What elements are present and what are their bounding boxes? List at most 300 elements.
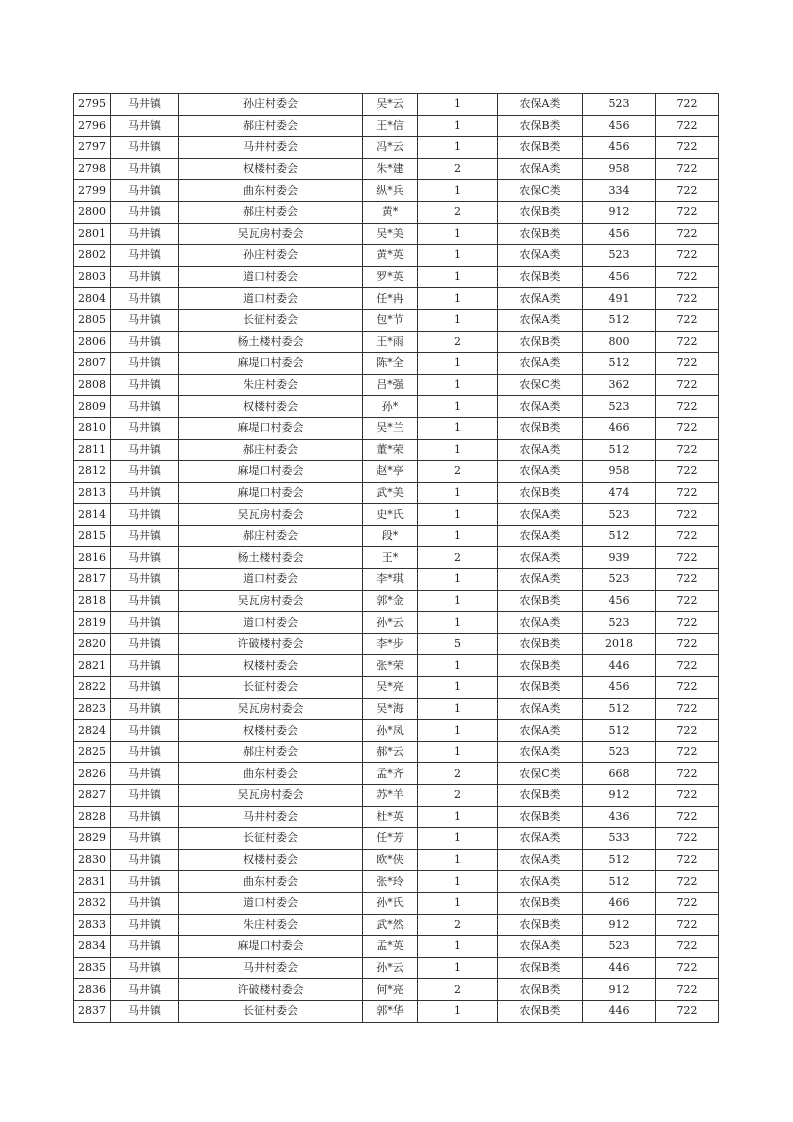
cell-category: 农保A类 [498,439,583,461]
table-row [74,741,719,763]
cell-village-committee: 权楼村委会 [179,158,363,180]
cell-count: 1 [418,288,498,310]
cell-category: 农保A类 [498,720,583,742]
cell-standard: 722 [656,871,719,893]
cell-standard: 722 [656,785,719,807]
cell-name: 吕*强 [363,374,418,396]
cell-standard: 722 [656,374,719,396]
table-row [74,698,719,720]
cell-standard: 722 [656,417,719,439]
cell-category: 农保A类 [498,158,583,180]
cell-name: 段* [363,525,418,547]
data-table [73,93,719,1023]
cell-amount: 523 [583,936,656,958]
cell-village-committee: 吴瓦房村委会 [179,698,363,720]
cell-name: 孙*云 [363,957,418,979]
cell-town: 马井镇 [111,115,179,137]
cell-category: 农保A类 [498,396,583,418]
cell-amount: 446 [583,957,656,979]
cell-village-committee: 麻堤口村委会 [179,936,363,958]
cell-amount: 456 [583,677,656,699]
table-row [74,849,719,871]
cell-category: 农保A类 [498,525,583,547]
cell-name: 包*节 [363,309,418,331]
cell-name: 史*氏 [363,504,418,526]
cell-name: 赵*亭 [363,461,418,483]
cell-count: 1 [418,677,498,699]
cell-category: 农保B类 [498,201,583,223]
cell-town: 马井镇 [111,482,179,504]
cell-town: 马井镇 [111,288,179,310]
table-row [74,785,719,807]
table-row [74,439,719,461]
cell-count: 2 [418,763,498,785]
cell-amount: 456 [583,223,656,245]
cell-amount: 512 [583,525,656,547]
cell-serial-number: 2819 [74,612,111,634]
cell-standard: 722 [656,201,719,223]
table-row [74,677,719,699]
cell-category: 农保A类 [498,461,583,483]
cell-count: 2 [418,785,498,807]
cell-town: 马井镇 [111,936,179,958]
cell-village-committee: 道口村委会 [179,288,363,310]
cell-town: 马井镇 [111,698,179,720]
cell-amount: 512 [583,849,656,871]
cell-name: 朱*建 [363,158,418,180]
table-row [74,1000,719,1022]
cell-serial-number: 2809 [74,396,111,418]
cell-name: 武*美 [363,482,418,504]
cell-village-committee: 麻堤口村委会 [179,461,363,483]
cell-count: 1 [418,525,498,547]
cell-town: 马井镇 [111,223,179,245]
cell-count: 1 [418,936,498,958]
cell-name: 孙*云 [363,612,418,634]
table-row [74,288,719,310]
cell-serial-number: 2817 [74,569,111,591]
cell-village-committee: 杨土楼村委会 [179,547,363,569]
cell-town: 马井镇 [111,892,179,914]
cell-town: 马井镇 [111,94,179,116]
cell-category: 农保B类 [498,914,583,936]
table-row [74,655,719,677]
cell-village-committee: 吴瓦房村委会 [179,223,363,245]
cell-amount: 474 [583,482,656,504]
cell-category: 农保B类 [498,137,583,159]
cell-serial-number: 2827 [74,785,111,807]
cell-village-committee: 长征村委会 [179,828,363,850]
cell-category: 农保B类 [498,892,583,914]
cell-category: 农保B类 [498,417,583,439]
cell-serial-number: 2837 [74,1000,111,1022]
cell-amount: 456 [583,137,656,159]
cell-town: 马井镇 [111,849,179,871]
cell-town: 马井镇 [111,201,179,223]
table-row [74,828,719,850]
cell-standard: 722 [656,914,719,936]
cell-category: 农保B类 [498,590,583,612]
cell-amount: 512 [583,720,656,742]
cell-category: 农保B类 [498,785,583,807]
table-row [74,979,719,1001]
cell-name: 吴*海 [363,698,418,720]
cell-category: 农保A类 [498,936,583,958]
cell-standard: 722 [656,525,719,547]
table-row [74,936,719,958]
cell-name: 吴*美 [363,223,418,245]
cell-standard: 722 [656,94,719,116]
cell-amount: 512 [583,439,656,461]
cell-count: 5 [418,633,498,655]
cell-amount: 512 [583,698,656,720]
cell-standard: 722 [656,936,719,958]
cell-village-committee: 道口村委会 [179,612,363,634]
table-body [74,94,719,1023]
cell-name: 吴*兰 [363,417,418,439]
cell-standard: 722 [656,115,719,137]
cell-amount: 456 [583,115,656,137]
cell-village-committee: 长征村委会 [179,1000,363,1022]
cell-amount: 334 [583,180,656,202]
cell-town: 马井镇 [111,957,179,979]
table-row [74,892,719,914]
cell-category: 农保B类 [498,331,583,353]
cell-name: 杜*英 [363,806,418,828]
cell-standard: 722 [656,353,719,375]
cell-amount: 533 [583,828,656,850]
cell-standard: 722 [656,158,719,180]
table-row [74,547,719,569]
cell-category: 农保A类 [498,547,583,569]
cell-count: 1 [418,439,498,461]
cell-amount: 446 [583,1000,656,1022]
cell-name: 任*冉 [363,288,418,310]
cell-name: 纵*兵 [363,180,418,202]
cell-category: 农保B类 [498,1000,583,1022]
cell-standard: 722 [656,245,719,267]
cell-name: 王* [363,547,418,569]
cell-standard: 722 [656,741,719,763]
cell-standard: 722 [656,633,719,655]
cell-standard: 722 [656,677,719,699]
cell-village-committee: 麻堤口村委会 [179,482,363,504]
cell-village-committee: 郝庄村委会 [179,115,363,137]
cell-count: 2 [418,158,498,180]
cell-standard: 722 [656,504,719,526]
cell-serial-number: 2829 [74,828,111,850]
table-row [74,569,719,591]
table-row [74,94,719,116]
cell-serial-number: 2821 [74,655,111,677]
cell-standard: 722 [656,569,719,591]
cell-count: 1 [418,137,498,159]
cell-village-committee: 曲东村委会 [179,871,363,893]
cell-amount: 512 [583,353,656,375]
cell-town: 马井镇 [111,806,179,828]
cell-town: 马井镇 [111,871,179,893]
cell-town: 马井镇 [111,633,179,655]
cell-count: 1 [418,612,498,634]
cell-count: 1 [418,223,498,245]
cell-serial-number: 2811 [74,439,111,461]
cell-serial-number: 2804 [74,288,111,310]
cell-serial-number: 2822 [74,677,111,699]
cell-serial-number: 2820 [74,633,111,655]
cell-name: 李*步 [363,633,418,655]
cell-name: 吴*云 [363,94,418,116]
cell-standard: 722 [656,612,719,634]
cell-town: 马井镇 [111,785,179,807]
cell-town: 马井镇 [111,245,179,267]
cell-count: 1 [418,741,498,763]
cell-town: 马井镇 [111,137,179,159]
cell-name: 郭*华 [363,1000,418,1022]
cell-count: 1 [418,806,498,828]
cell-category: 农保C类 [498,763,583,785]
cell-serial-number: 2825 [74,741,111,763]
cell-name: 何*亮 [363,979,418,1001]
cell-category: 农保B类 [498,115,583,137]
cell-category: 农保B类 [498,677,583,699]
cell-count: 1 [418,828,498,850]
table-row [74,461,719,483]
table-row [74,180,719,202]
table-row [74,266,719,288]
cell-village-committee: 吴瓦房村委会 [179,785,363,807]
cell-count: 1 [418,180,498,202]
cell-name: 冯*云 [363,137,418,159]
cell-village-committee: 长征村委会 [179,309,363,331]
cell-category: 农保A类 [498,353,583,375]
cell-category: 农保A类 [498,612,583,634]
cell-standard: 722 [656,849,719,871]
cell-standard: 722 [656,461,719,483]
cell-count: 1 [418,417,498,439]
cell-count: 1 [418,892,498,914]
cell-name: 王*信 [363,115,418,137]
table-row [74,763,719,785]
cell-serial-number: 2798 [74,158,111,180]
cell-standard: 722 [656,223,719,245]
cell-category: 农保B类 [498,266,583,288]
cell-amount: 523 [583,94,656,116]
cell-count: 1 [418,655,498,677]
table-row [74,417,719,439]
cell-standard: 722 [656,439,719,461]
cell-category: 农保A类 [498,741,583,763]
table-row [74,871,719,893]
cell-serial-number: 2795 [74,94,111,116]
cell-amount: 939 [583,547,656,569]
cell-town: 马井镇 [111,461,179,483]
table-row [74,590,719,612]
cell-village-committee: 郝庄村委会 [179,439,363,461]
cell-name: 董*荣 [363,439,418,461]
table-row [74,245,719,267]
cell-village-committee: 郝庄村委会 [179,525,363,547]
cell-name: 郭*金 [363,590,418,612]
cell-standard: 722 [656,547,719,569]
cell-standard: 722 [656,892,719,914]
cell-village-committee: 权楼村委会 [179,655,363,677]
cell-town: 马井镇 [111,720,179,742]
cell-town: 马井镇 [111,525,179,547]
cell-count: 1 [418,871,498,893]
cell-standard: 722 [656,698,719,720]
cell-serial-number: 2806 [74,331,111,353]
table-row [74,331,719,353]
cell-standard: 722 [656,137,719,159]
cell-name: 武*然 [363,914,418,936]
cell-category: 农保C类 [498,374,583,396]
cell-standard: 722 [656,720,719,742]
cell-name: 孟*齐 [363,763,418,785]
cell-category: 农保A类 [498,504,583,526]
table-row [74,612,719,634]
cell-village-committee: 朱庄村委会 [179,914,363,936]
cell-village-committee: 许破楼村委会 [179,633,363,655]
cell-village-committee: 郝庄村委会 [179,741,363,763]
cell-town: 马井镇 [111,979,179,1001]
cell-village-committee: 权楼村委会 [179,396,363,418]
cell-amount: 912 [583,201,656,223]
cell-town: 马井镇 [111,374,179,396]
cell-serial-number: 2832 [74,892,111,914]
cell-village-committee: 长征村委会 [179,677,363,699]
cell-count: 1 [418,590,498,612]
cell-standard: 722 [656,763,719,785]
cell-village-committee: 权楼村委会 [179,849,363,871]
cell-name: 陈*全 [363,353,418,375]
table-row [74,482,719,504]
cell-name: 罗*英 [363,266,418,288]
cell-amount: 958 [583,158,656,180]
table-row [74,137,719,159]
cell-category: 农保A类 [498,871,583,893]
cell-amount: 912 [583,914,656,936]
cell-count: 1 [418,957,498,979]
cell-count: 1 [418,482,498,504]
cell-count: 1 [418,720,498,742]
cell-serial-number: 2807 [74,353,111,375]
table-row [74,720,719,742]
cell-amount: 2018 [583,633,656,655]
cell-count: 2 [418,461,498,483]
cell-count: 1 [418,504,498,526]
cell-name: 张*荣 [363,655,418,677]
cell-village-committee: 吴瓦房村委会 [179,504,363,526]
cell-name: 黄* [363,201,418,223]
cell-count: 1 [418,353,498,375]
cell-name: 任*芳 [363,828,418,850]
cell-count: 1 [418,396,498,418]
table-row [74,374,719,396]
cell-amount: 512 [583,871,656,893]
cell-name: 孙*氏 [363,892,418,914]
cell-village-committee: 郝庄村委会 [179,201,363,223]
cell-serial-number: 2810 [74,417,111,439]
cell-serial-number: 2824 [74,720,111,742]
cell-count: 2 [418,914,498,936]
cell-amount: 456 [583,590,656,612]
cell-amount: 466 [583,417,656,439]
cell-amount: 523 [583,245,656,267]
cell-town: 马井镇 [111,741,179,763]
cell-village-committee: 麻堤口村委会 [179,353,363,375]
cell-standard: 722 [656,396,719,418]
cell-standard: 722 [656,180,719,202]
cell-serial-number: 2816 [74,547,111,569]
cell-village-committee: 马井村委会 [179,957,363,979]
cell-village-committee: 朱庄村委会 [179,374,363,396]
cell-amount: 466 [583,892,656,914]
cell-count: 2 [418,331,498,353]
cell-town: 马井镇 [111,396,179,418]
cell-town: 马井镇 [111,309,179,331]
cell-amount: 456 [583,266,656,288]
cell-serial-number: 2828 [74,806,111,828]
cell-village-committee: 道口村委会 [179,569,363,591]
cell-category: 农保A类 [498,569,583,591]
cell-amount: 523 [583,569,656,591]
table-row [74,914,719,936]
cell-town: 马井镇 [111,266,179,288]
cell-town: 马井镇 [111,158,179,180]
cell-town: 马井镇 [111,677,179,699]
cell-serial-number: 2823 [74,698,111,720]
cell-town: 马井镇 [111,612,179,634]
cell-standard: 722 [656,309,719,331]
cell-village-committee: 曲东村委会 [179,180,363,202]
cell-serial-number: 2812 [74,461,111,483]
cell-serial-number: 2818 [74,590,111,612]
cell-serial-number: 2802 [74,245,111,267]
cell-category: 农保B类 [498,223,583,245]
cell-serial-number: 2801 [74,223,111,245]
cell-count: 1 [418,374,498,396]
cell-amount: 491 [583,288,656,310]
cell-standard: 722 [656,979,719,1001]
cell-category: 农保B类 [498,957,583,979]
cell-serial-number: 2815 [74,525,111,547]
table-row [74,525,719,547]
cell-amount: 362 [583,374,656,396]
cell-village-committee: 孙庄村委会 [179,245,363,267]
cell-category: 农保A类 [498,828,583,850]
cell-serial-number: 2813 [74,482,111,504]
cell-category: 农保A类 [498,94,583,116]
cell-town: 马井镇 [111,439,179,461]
cell-serial-number: 2796 [74,115,111,137]
cell-village-committee: 权楼村委会 [179,720,363,742]
cell-town: 马井镇 [111,828,179,850]
cell-count: 2 [418,201,498,223]
cell-category: 农保B类 [498,979,583,1001]
cell-village-committee: 道口村委会 [179,892,363,914]
cell-serial-number: 2831 [74,871,111,893]
cell-amount: 912 [583,979,656,1001]
cell-amount: 523 [583,741,656,763]
cell-name: 苏*羊 [363,785,418,807]
table-row [74,353,719,375]
cell-count: 1 [418,698,498,720]
cell-standard: 722 [656,1000,719,1022]
cell-amount: 668 [583,763,656,785]
cell-village-committee: 马井村委会 [179,806,363,828]
cell-name: 李*琪 [363,569,418,591]
cell-category: 农保A类 [498,245,583,267]
